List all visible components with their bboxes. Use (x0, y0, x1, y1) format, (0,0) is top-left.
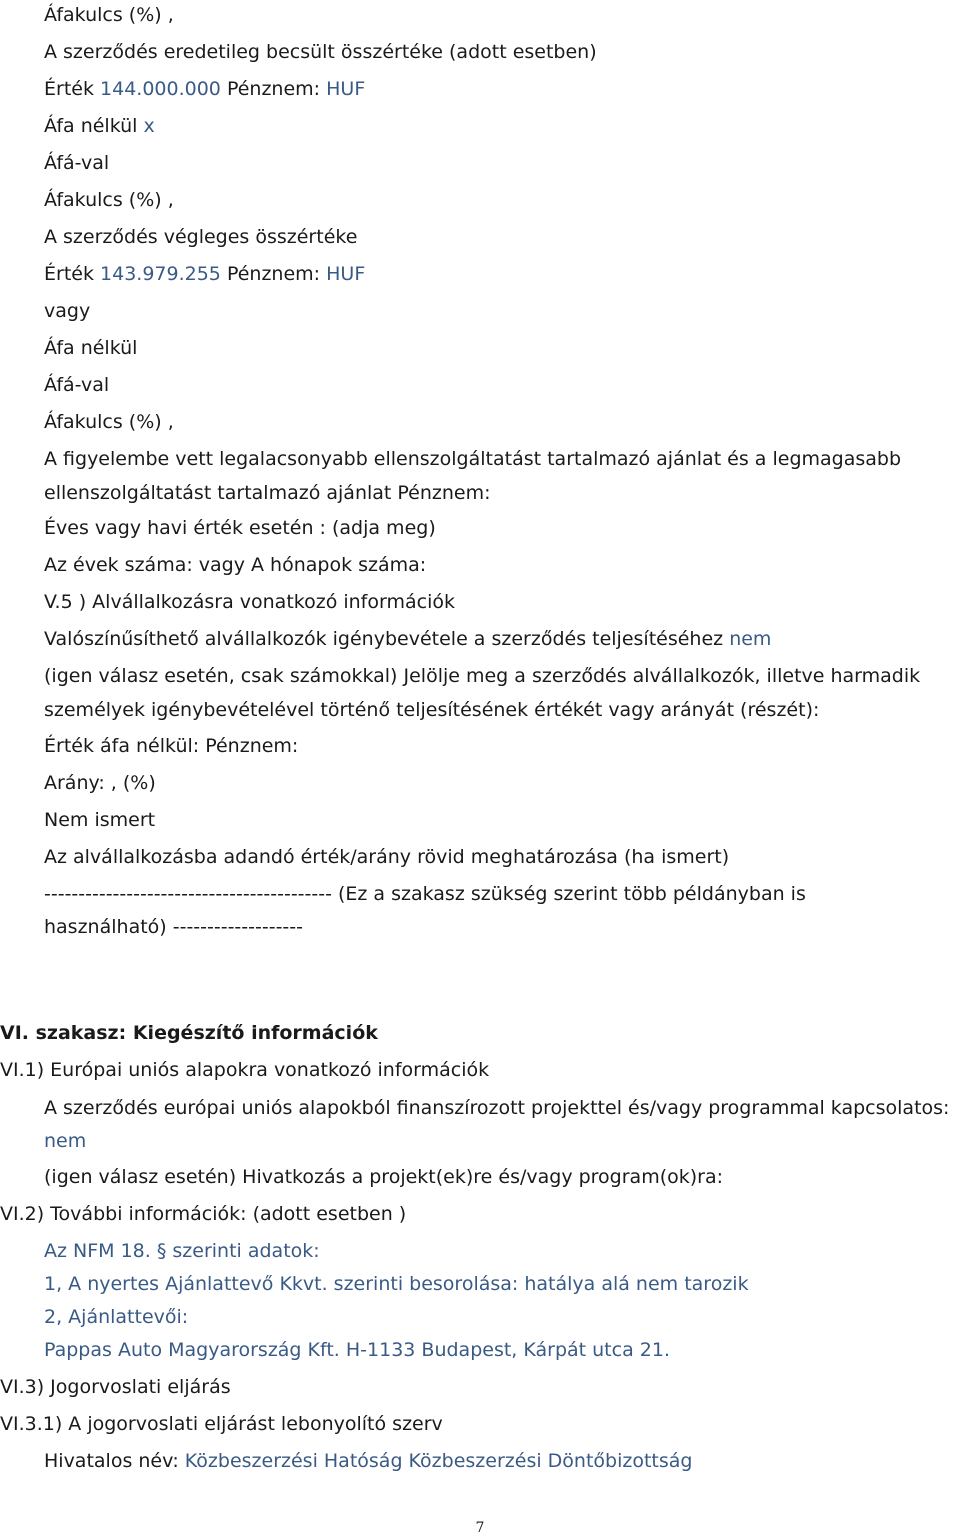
vat-exclusive-mark: x (143, 115, 155, 137)
final-value-label: A szerződés végleges összértéke (44, 226, 358, 248)
original-value-amount: 144.000.000 (100, 78, 221, 100)
section-vi31-heading: VI.3.1) A jogorvoslati eljárást lebonyolító szerv (0, 1413, 443, 1435)
vat-exclusive-label: Áfa nélkül (44, 115, 138, 137)
official-name-line (44, 1449, 692, 1473)
nfm-data-line: Az NFM 18. § szerinti adatok: (44, 1240, 320, 1262)
short-description-line: Az alvállalkozásba adandó érték/arány rövid meghatározása (ha ismert) (44, 846, 730, 868)
section-repeat-line-2: használható) ------------------- (44, 916, 303, 938)
official-name-value: Közbeszerzési Hatóság Közbeszerzési Döntőbizottság (184, 1450, 693, 1472)
subcontractor-yes-line-2: személyek igénybevételével történő teljesítésének értékét vagy arányát (részét): (44, 699, 820, 721)
afakulcs-line-3: Áfakulcs (%) , (44, 411, 174, 433)
original-value-label: A szerződés eredetileg becsült összértéke (adott esetben) (44, 41, 597, 63)
currency-label: Pénznem: (226, 78, 321, 100)
final-value-line (44, 262, 365, 286)
eu-funds-text: A szerződés európai uniós alapokból finanszírozott projekttel és/vagy programmal kapcsolatos: (44, 1097, 950, 1119)
original-value-line (44, 77, 365, 101)
subcontractor-yes-line-1: (igen válasz esetén, csak számokkal) Jelölje meg a szerződés alvállalkozók, illetve harmadik (44, 665, 921, 687)
value-label: Érték (44, 263, 94, 285)
vat-inclusive-line-2: Áfá-val (44, 374, 110, 396)
ratio-line: Arány: , (%) (44, 772, 156, 794)
page-number: 7 (475, 1520, 485, 1536)
annual-monthly-line: Éves vagy havi érték esetén : (adja meg) (44, 517, 436, 539)
bidder-address-line: Pappas Auto Magyarország Kft. H-1133 Budapest, Kárpát utca 21. (44, 1339, 670, 1361)
lowest-highest-offer-line-1: A figyelembe vett legalacsonyabb ellenszolgáltatást tartalmazó ajánlat és a legmagasabb (44, 448, 902, 470)
currency-value: HUF (326, 78, 366, 100)
afakulcs-line-2: Áfakulcs (%) , (44, 189, 174, 211)
subcontractor-likely-text: Valószínűsíthető alvállalkozók igénybevétele a szerződés teljesítéséhez (44, 628, 724, 650)
subcontractor-likely-answer: nem (729, 628, 772, 650)
subcontractor-likely-line (44, 627, 771, 651)
winner-classification-line: 1, A nyertes Ajánlattevő Kkvt. szerinti besorolása: hatálya alá nem tarozik (44, 1273, 749, 1295)
bidders-line: 2, Ajánlattevői: (44, 1306, 189, 1328)
currency-label: Pénznem: (226, 263, 321, 285)
currency-value: HUF (326, 263, 366, 285)
or-line: vagy (44, 300, 91, 322)
value-label: Érték (44, 78, 94, 100)
unknown-line: Nem ismert (44, 809, 156, 831)
section-vi2-heading: VI.2) További információk: (adott esetben ) (0, 1203, 407, 1225)
section-vi1-heading: VI.1) Európai uniós alapokra vonatkozó információk (0, 1059, 490, 1081)
final-value-amount: 143.979.255 (100, 263, 221, 285)
official-name-label: Hivatalos név: (44, 1450, 179, 1472)
section-v5-heading: V.5 ) Alvállalkozásra vonatkozó információk (44, 591, 455, 613)
section-vi3-heading: VI.3) Jogorvoslati eljárás (0, 1376, 231, 1398)
afakulcs-line-1: Áfakulcs (%) , (44, 4, 174, 26)
value-without-vat-line: Érték áfa nélkül: Pénznem: (44, 735, 299, 757)
eu-funds-answer: nem (44, 1130, 87, 1152)
section-vi-heading: VI. szakasz: Kiegészítő információk (0, 1022, 378, 1044)
project-reference-line: (igen válasz esetén) Hivatkozás a projekt(ek)re és/vagy program(ok)ra: (44, 1166, 724, 1188)
lowest-highest-offer-line-2: ellenszolgáltatást tartalmazó ajánlat Pénznem: (44, 482, 491, 504)
vat-exclusive-line-1 (44, 114, 155, 138)
years-months-line: Az évek száma: vagy A hónapok száma: (44, 554, 427, 576)
section-repeat-line-1: ------------------------------------------ (Ez a szakasz szükség szerint több példányban is (44, 883, 806, 905)
vat-exclusive-line-2: Áfa nélkül (44, 337, 138, 359)
vat-inclusive-line-1: Áfá-val (44, 152, 110, 174)
